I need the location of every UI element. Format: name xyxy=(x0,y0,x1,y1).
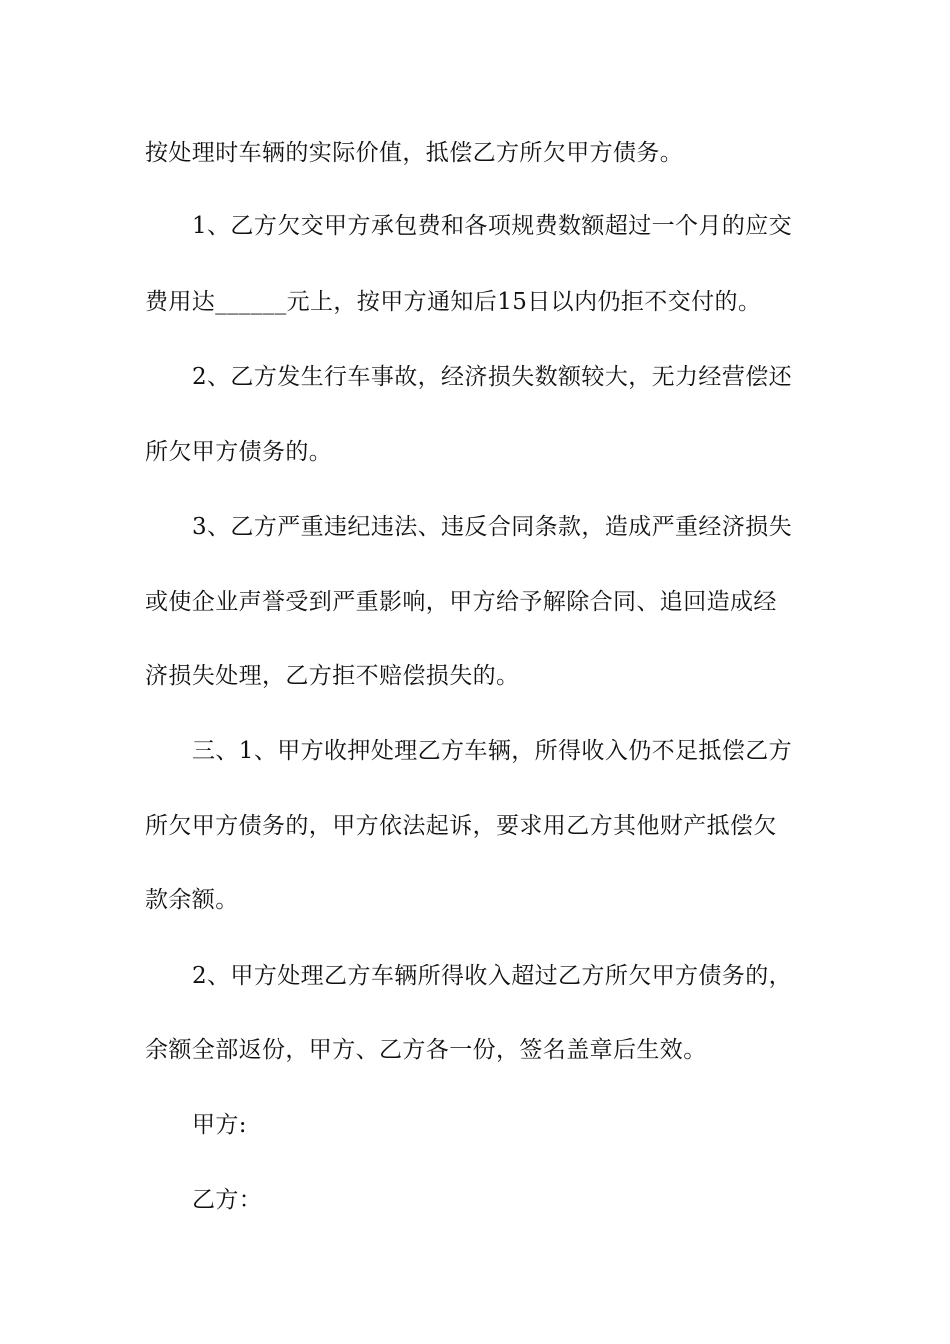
text-line: 费用达______元上，按甲方通知后15日以内仍拒不交付的。 xyxy=(145,289,762,315)
text-line: 款余额。 xyxy=(145,887,239,913)
signature-party-b: 乙方： xyxy=(192,1187,263,1213)
signature-party-a: 甲方: xyxy=(192,1112,247,1138)
text-line: 3、乙方严重违纪违法、违反合同条款，造成严重经济损失 xyxy=(192,514,793,540)
text-line: 所欠甲方债务的。 xyxy=(145,439,333,465)
text-line: 或使企业声誉受到严重影响，甲方给予解除合同、追回造成经 xyxy=(145,589,777,615)
text-line: 所欠甲方债务的，甲方依法起诉，要求用乙方其他财产抵偿欠 xyxy=(145,813,777,839)
text-line: 三、1、甲方收押处理乙方车辆，所得收入仍不足抵偿乙方 xyxy=(192,738,793,764)
text-line: 余额全部返份，甲方、乙方各一份，签名盖章后生效。 xyxy=(145,1037,707,1063)
text-line: 2、乙方发生行车事故，经济损失数额较大，无力经营偿还 xyxy=(192,364,793,390)
text-line: 济损失处理，乙方拒不赔偿损失的。 xyxy=(145,663,520,689)
text-line: 1、乙方欠交甲方承包费和各项规费数额超过一个月的应交 xyxy=(192,213,793,239)
text-line: 2、甲方处理乙方车辆所得收入超过乙方所欠甲方债务的， xyxy=(192,963,793,989)
text-line: 按处理时车辆的实际价值，抵偿乙方所欠甲方债务。 xyxy=(145,140,684,166)
